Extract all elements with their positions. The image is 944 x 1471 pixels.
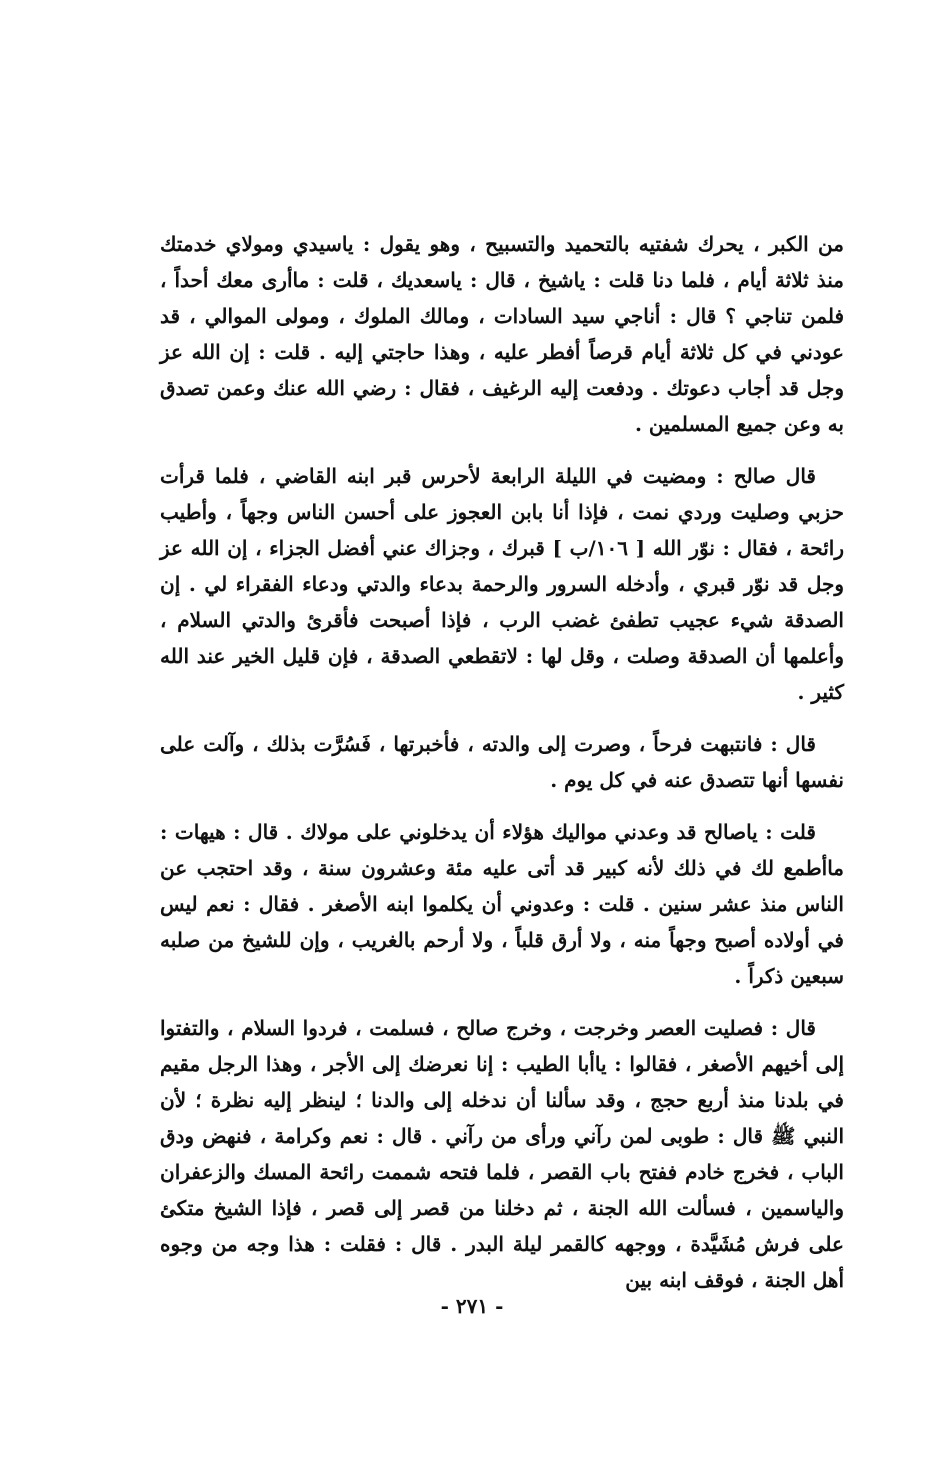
paragraph-5: قال : فصليت العصر وخرجت ، وخرج صالح ، فسلمت ، فردوا السلام ، والتفتوا إلى أخيهم الأصغر ، فقالوا : ياأبا الطيب : إنا نعرضك إلى الأجر ، وهذا الرجل مقيم في بلدنا منذ أربع حجج ، وقد سألنا أن ندخله إلى والدنا ؛ لينظر إليه نظرة ؛ لأن النبي ﷺ قال : طوبى لمن رآني ورأى من رآني . قال : نعم وكرامة ، فنهض ودق الباب ، فخرج خادم ففتح باب القصر ، فلما فتحه شممت رائحة المسك والزعفران والياسمين ، فسألت الله الجنة ، ثم دخلنا من قصر إلى قصر ، فإذا الشيخ متكئ على فرش مُشَيَّدة ، ووجهه كالقمر ليلة البدر . قال : فقلت : هذا وجه من وجوه أهل الجنة ، فوقف ابنه بين xyxy=(160,1016,844,1292)
paragraph-4: قلت : ياصالح قد وعدني مواليك هؤلاء أن يدخلوني على مولاك . قال : هيهات : ماأطمع لك في ذلك لأنه كبير قد أتى عليه مئة وعشرون سنة ، وقد احتجب عن الناس منذ عشر سنين . قلت : وعدوني أن يكلموا ابنه الأصغر . فقال : نعم ليس في أولاده أصبح وجهاً منه ، ولا أرق قلباً ، ولا أرحم بالغريب ، وإن للشيخ من صلبه سبعين ذكراً . xyxy=(160,820,844,988)
paragraph-1: من الكبر ، يحرك شفتيه بالتحميد والتسبيح ، وهو يقول : ياسيدي ومولاي خدمتك منذ ثلاثة أيام ، فلما دنا قلت : ياشيخ ، قال : ياسعديك ، قلت : ماأرى معك أحداً ، فلمن تناجي ؟ قال : أناجي سيد السادات ، ومالك الملوك ، ومولى الموالي ، قد عودني في كل ثلاثة أيام قرصاً أفطر عليه ، وهذا حاجتي إليه . قلت : إن الله عز وجل قد أجاب دعوتك . ودفعت إليه الرغيف ، فقال : رضي الله عنك وعمن تصدق به وعن جميع المسلمين . xyxy=(160,232,844,436)
paragraph-2: قال صالح : ومضيت في الليلة الرابعة لأحرس قبر ابنه القاضي ، فلما قرأت حزبي وصليت وردي نمت ، فإذا أنا بابن العجوز على أحسن الناس وجهاً ، وأطيب رائحة ، فقال : نوّر الله [ ١٠٦/ب ] قبرك ، وجزاك عني أفضل الجزاء ، إن الله عز وجل قد نوّر قبري ، وأدخله السرور والرحمة بدعاء والدتي ودعاء الفقراء لي . إن الصدقة شيء عجيب تطفئ غضب الرب ، فإذا أصبحت فأقرئ والدتي السلام ، وأعلمها أن الصدقة وصلت ، وقل لها : لاتقطعي الصدقة ، فإن قليل الخير عند الله كثير . xyxy=(160,464,844,704)
body-text xyxy=(160,226,844,1314)
paragraph-3: قال : فانتبهت فرحاً ، وصرت إلى والدته ، فأخبرتها ، فَسُرَّت بذلك ، وآلت على نفسها أنها تتصدق عنه في كل يوم . xyxy=(160,732,844,792)
page-number: - ٢٧١ - xyxy=(440,1294,504,1318)
